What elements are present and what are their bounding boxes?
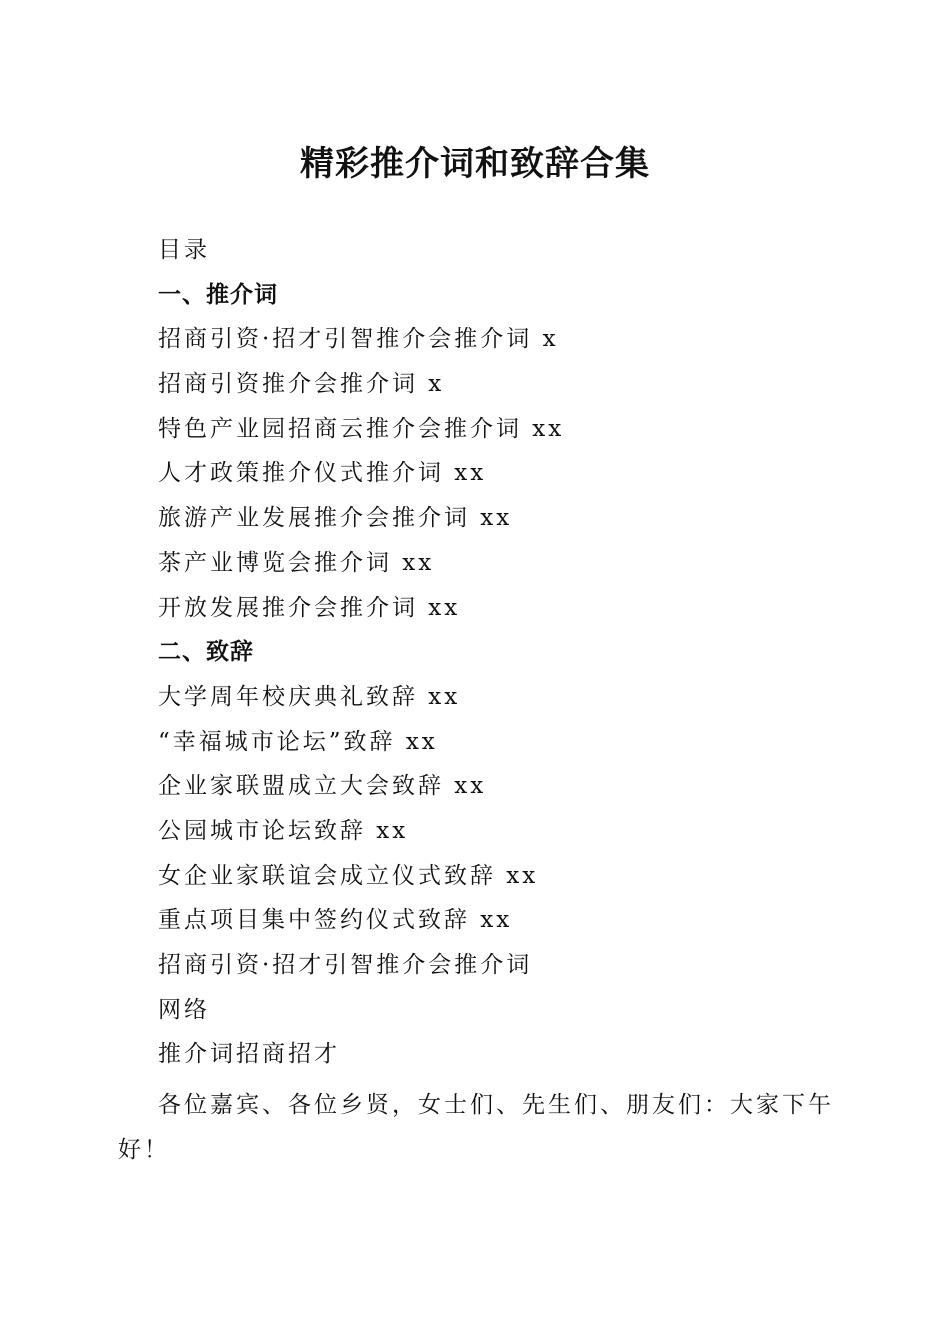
- toc-item: 开放发展推介会推介词 xx: [158, 594, 461, 621]
- toc-item: 大学周年校庆典礼致辞 xx: [158, 683, 461, 710]
- toc-item: 茶产业博览会推介词 xx: [158, 549, 435, 576]
- toc-label: 目录: [158, 237, 210, 263]
- article-keywords: 推介词招商招才: [158, 1041, 340, 1068]
- toc-item: 旅游产业发展推介会推介词 xx: [158, 505, 513, 532]
- greeting-paragraph: 各位嘉宾、各位乡贤，女士们、先生们、朋友们：大家下午好！: [118, 1092, 834, 1163]
- article-title: 招商引资·招才引智推介会推介词: [158, 952, 533, 978]
- section-heading-speeches: 二、致辞: [158, 639, 254, 666]
- section-heading-introductions: 一、推介词: [158, 281, 278, 308]
- toc-item: 女企业家联谊会成立仪式致辞 xx: [158, 862, 539, 889]
- toc-item: 重点项目集中签约仪式致辞 xx: [158, 907, 513, 934]
- toc-item: 招商引资·招才引智推介会推介词 x: [158, 326, 559, 353]
- table-of-contents: [158, 228, 858, 1077]
- toc-item: 招商引资推介会推介词 x: [158, 371, 445, 398]
- document-title: 精彩推介词和致辞合集: [300, 144, 650, 184]
- toc-item: 企业家联盟成立大会致辞 xx: [158, 773, 487, 800]
- toc-item: 特色产业园招商云推介会推介词 xx: [158, 415, 565, 442]
- toc-item: 人才政策推介仪式推介词 xx: [158, 460, 487, 487]
- toc-item: “幸福城市论坛”致辞 xx: [158, 728, 438, 755]
- article-source: 网络: [158, 996, 210, 1023]
- toc-item: 公园城市论坛致辞 xx: [158, 817, 409, 844]
